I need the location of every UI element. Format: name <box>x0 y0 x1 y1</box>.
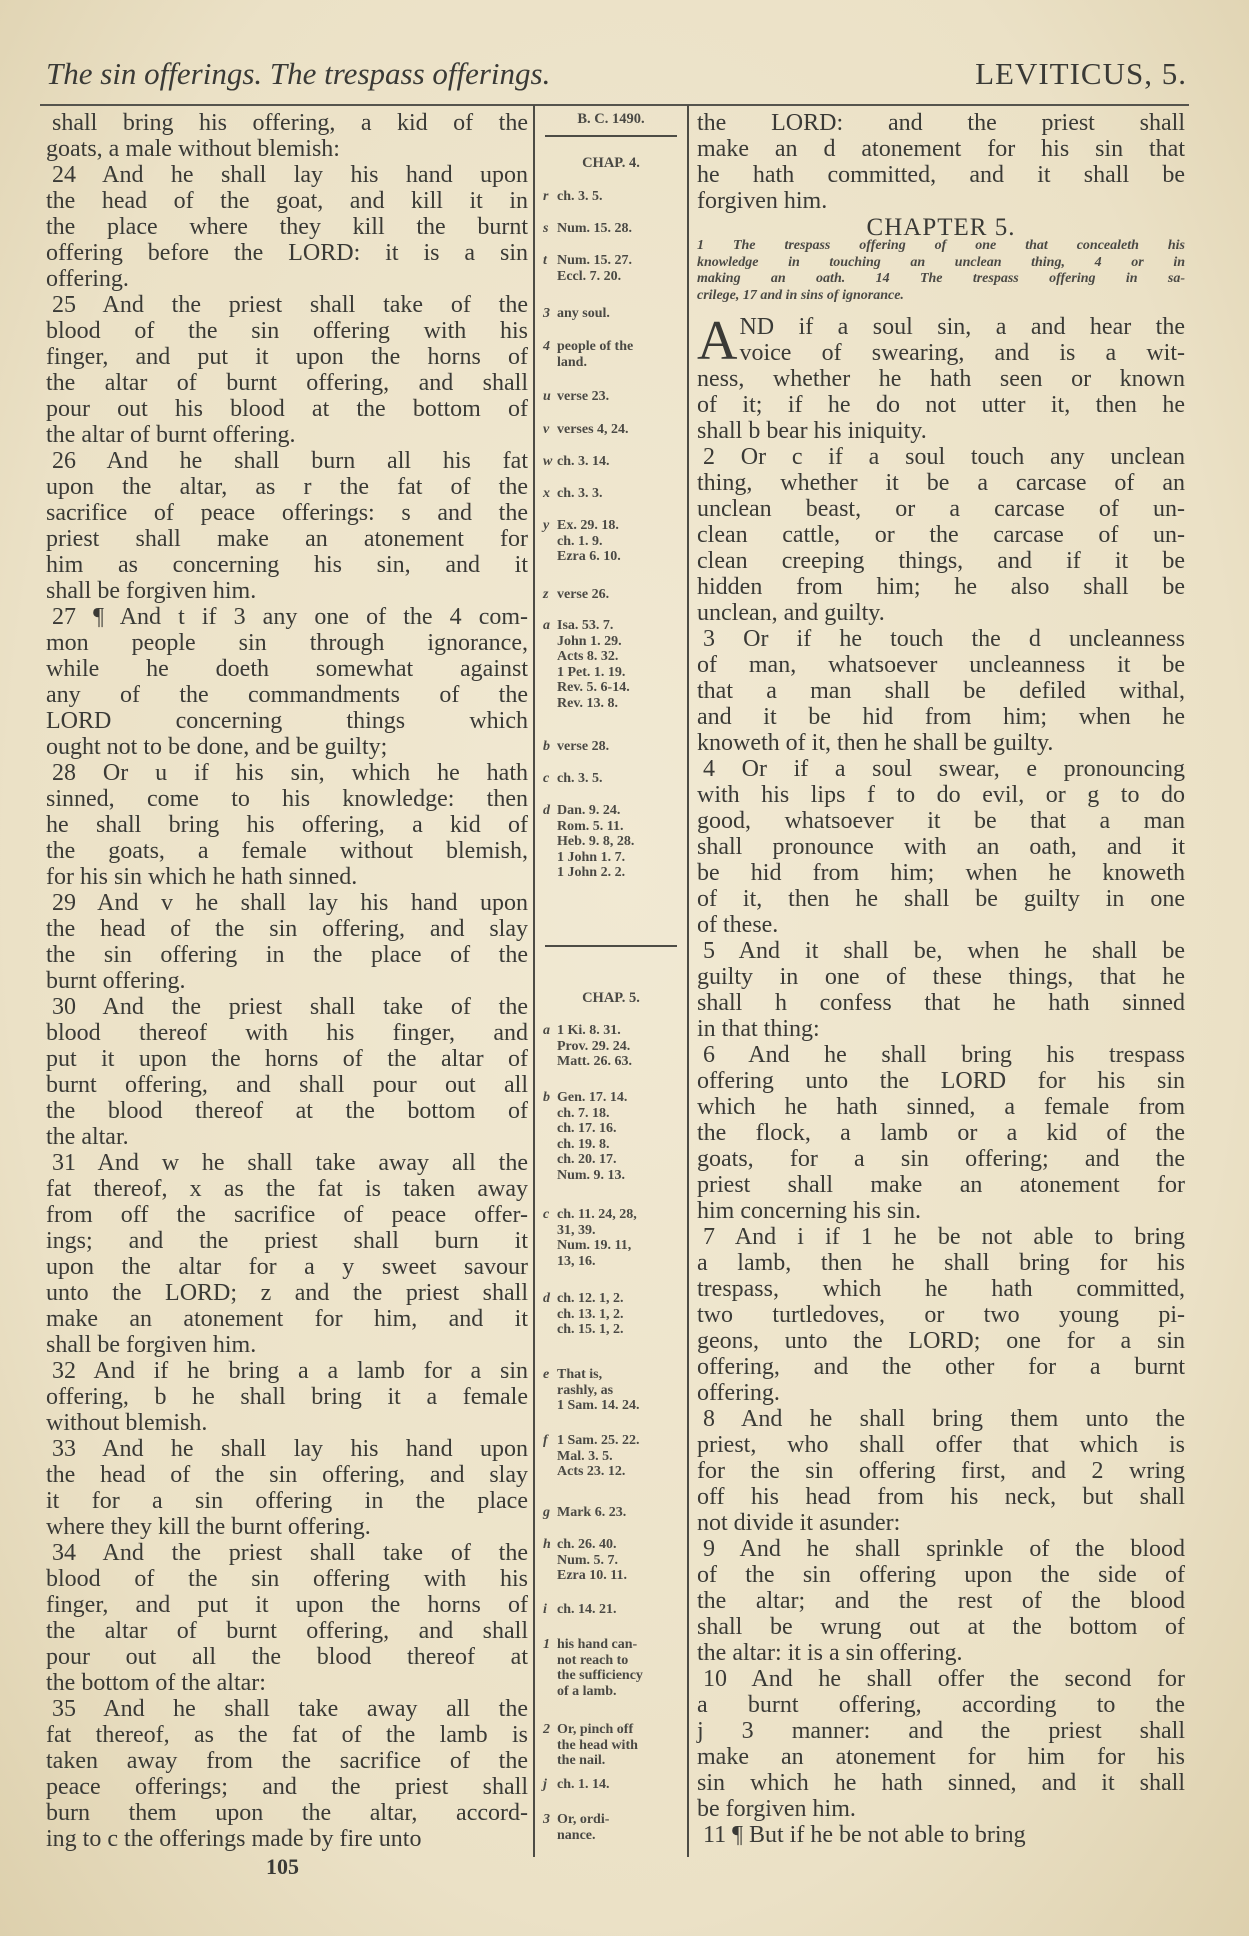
reference-mark: x <box>543 486 550 501</box>
verse-paragraph <box>697 110 1185 214</box>
reference-line: Num. 5. 7. <box>557 1552 619 1568</box>
text-line: good, whatsoever it be that a man <box>697 808 1185 834</box>
drop-cap-letter: A <box>697 310 738 372</box>
text-line: goats, for a sin offering; and the <box>697 1146 1185 1172</box>
reference-line: Rev. 5. 6-14. <box>557 680 630 695</box>
margin-reference <box>543 1637 687 1699</box>
verse-paragraph <box>697 1224 1185 1406</box>
reference-line: 1 John 1. 7. <box>557 849 626 865</box>
text-line: make an atonement for him for his <box>697 1744 1185 1770</box>
reference-line: 1 Sam. 14. 24. <box>557 1398 640 1413</box>
reference-mark: 3 <box>543 1812 550 1827</box>
center-reference-column <box>533 105 689 1857</box>
reference-line: Ezra 6. 10. <box>557 549 621 564</box>
verse-paragraph <box>46 1696 528 1852</box>
verse-paragraph <box>697 626 1185 756</box>
reference-line: 1 Sam. 25. 22. <box>557 1433 640 1448</box>
text-line: a burnt offering, according to the <box>697 1692 1185 1718</box>
reference-mark: y <box>543 518 550 533</box>
text-line: 10 And he shall offer the second for <box>703 1666 1185 1692</box>
verse-paragraph <box>697 1042 1185 1224</box>
text-line: unclean, and guilty. <box>697 600 885 626</box>
text-line: 6 And he shall bring his trespass <box>703 1042 1185 1068</box>
running-header <box>46 56 1187 102</box>
reference-line: people of the <box>557 339 634 354</box>
text-line: 26 And he shall burn all his fat <box>52 448 528 474</box>
text-line: shall pronounce with an oath, and it <box>697 834 1185 860</box>
summary-line: knowledge in touching an unclean thing, 4 or in <box>697 254 1185 270</box>
reference-mark: v <box>543 422 550 437</box>
reference-line: ch. 15. 1, 2. <box>557 1322 624 1337</box>
text-line: ness, whether he hath seen or known <box>697 366 1185 392</box>
text-line: the head of the sin offering, and slay <box>46 1462 528 1488</box>
verse-paragraph <box>697 756 1185 938</box>
text-line: make an d atonement for his sin that <box>697 136 1185 162</box>
reference-mark: 3 <box>543 306 550 321</box>
text-line: off his head from his neck, but shall <box>697 1484 1185 1510</box>
reference-mark: a <box>543 1023 550 1038</box>
reference-line: ch. 1. 14. <box>557 1777 610 1792</box>
text-line: the place where they kill the burnt <box>46 214 528 240</box>
text-line: of it, then he shall be guilty in one <box>697 886 1185 912</box>
reference-mark: e <box>543 1367 550 1382</box>
text-line: LORD concerning things which <box>46 708 528 734</box>
margin-reference <box>543 1090 687 1183</box>
verse-paragraph <box>697 938 1185 1042</box>
reference-line: ch. 7. 18. <box>557 1105 610 1121</box>
text-line: ings; and the priest shall burn it <box>46 1228 528 1254</box>
reference-line: ch. 17. 16. <box>557 1121 617 1136</box>
text-line: which he hath sinned, a female from <box>697 1094 1185 1120</box>
text-line: trespass, which he hath committed, <box>697 1276 1185 1302</box>
text-line: sin which he hath sinned, and it shall <box>697 1770 1185 1796</box>
margin-reference <box>543 253 687 284</box>
reference-mark: r <box>543 189 549 204</box>
page-number: 105 <box>266 1854 299 1879</box>
text-line: the flock, a lamb or a kid of the <box>697 1120 1185 1146</box>
text-line: finger, and put it upon the horns of <box>46 1592 528 1618</box>
text-line: fat thereof, as the fat of the lamb is <box>46 1722 528 1748</box>
reference-mark: j <box>543 1777 547 1792</box>
margin-reference <box>543 1777 687 1793</box>
margin-reference <box>543 1505 687 1521</box>
text-line: ing to c the offerings made by fire unto <box>46 1826 422 1852</box>
summary-line: making an oath. 14 The trespass offering in sa- <box>697 271 1185 286</box>
text-line: offering, b he shall bring it a female <box>46 1384 528 1410</box>
margin-reference <box>543 771 687 787</box>
text-line: 5 And it shall be, when he shall be <box>703 938 1185 964</box>
reference-line: Matt. 26. 63. <box>557 1054 633 1069</box>
text-line: the head of the sin offering, and slay <box>46 916 528 942</box>
text-line: two turtledoves, or two young pi- <box>697 1302 1185 1328</box>
reference-line: ch. 11. 24, 28, <box>557 1207 637 1222</box>
text-line: blood of the sin offering with his <box>46 1566 528 1592</box>
text-line: the altar of burnt offering. <box>46 422 296 448</box>
text-line: guilty in one of these things, that he <box>697 964 1185 990</box>
reference-line: Prov. 29. 24. <box>557 1038 631 1054</box>
reference-line: ch. 3. 14. <box>557 454 610 469</box>
margin-reference <box>543 1812 687 1843</box>
text-line: clean cattle, or the carcase of un- <box>697 522 1185 548</box>
reference-line: Dan. 9. 24. <box>557 803 621 818</box>
reference-line: Heb. 9. 8, 28. <box>557 834 635 849</box>
text-line: 3 Or if he touch the d uncleanness <box>703 626 1185 652</box>
margin-reference <box>543 1722 687 1769</box>
text-line: of it; if he do not utter it, then he <box>697 392 1185 418</box>
reference-line: 13, 16. <box>557 1253 596 1269</box>
reference-line: ch. 12. 1, 2. <box>557 1291 624 1306</box>
text-line: thing, whether it be a carcase of an <box>697 470 1185 496</box>
verse-paragraph <box>697 1536 1185 1666</box>
text-line: clean creeping things, and if it be <box>697 548 1185 574</box>
reference-line: Num. 15. 28. <box>557 221 633 236</box>
text-line: from off the sacrifice of peace offer- <box>46 1202 528 1228</box>
text-line: forgiven him. <box>697 188 828 214</box>
text-line: in that thing: <box>697 1016 820 1042</box>
reference-mark: c <box>543 771 550 786</box>
text-line: 11 ¶ But if he be not able to bring <box>703 1822 1026 1848</box>
text-line: unclean beast, or a carcase of un- <box>697 496 1185 522</box>
reference-line: nance. <box>557 1827 596 1843</box>
text-line: offering, and the other for a burnt <box>697 1354 1185 1380</box>
margin-reference <box>543 486 687 502</box>
verse-paragraph <box>697 444 1185 626</box>
text-line: the sin offering in the place of the <box>46 942 528 968</box>
reference-line: the nail. <box>557 1753 606 1768</box>
margin-reference <box>543 1367 687 1414</box>
reference-mark: i <box>543 1602 547 1617</box>
text-line: knoweth of it, then he shall be guilty. <box>697 730 1054 756</box>
text-line: goats, a male without blemish: <box>46 136 340 162</box>
margin-reference <box>543 739 687 755</box>
reference-line: Or, ordi- <box>557 1812 610 1827</box>
text-line: that a man shall be defiled withal, <box>697 678 1185 704</box>
reference-line: of a lamb. <box>557 1683 617 1699</box>
reference-line: Num. 15. 27. <box>557 253 633 268</box>
reference-line: ch. 20. 17. <box>557 1152 617 1167</box>
text-line: 7 And i if 1 he be not able to bring <box>703 1224 1185 1250</box>
margin-rule <box>545 135 677 137</box>
text-line: be forgiven him. <box>697 1796 856 1822</box>
margin-reference <box>543 1602 687 1618</box>
reference-line: ch. 3. 5. <box>557 771 603 786</box>
reference-line: his hand can- <box>557 1637 638 1652</box>
reference-mark: 2 <box>543 1722 550 1737</box>
text-line: shall be forgiven him. <box>46 1332 257 1358</box>
reference-line: not reach to <box>557 1652 629 1668</box>
reference-line: Eccl. 7. 20. <box>557 268 622 284</box>
reference-line: ch. 26. 40. <box>557 1537 617 1552</box>
text-line: offering. <box>46 266 129 292</box>
margin-reference <box>543 339 687 370</box>
text-line: j 3 manner: and the priest shall <box>697 1718 1185 1744</box>
reference-mark: b <box>543 1090 550 1105</box>
text-line: where they kill the burnt offering. <box>46 1514 371 1540</box>
text-line: geons, unto the LORD; one for a sin <box>697 1328 1185 1354</box>
verse-paragraph <box>46 448 528 604</box>
verse-paragraph <box>697 1666 1185 1822</box>
reference-line: ch. 3. 3. <box>557 486 603 501</box>
text-line: and it be hid from him; when he <box>697 704 1185 730</box>
reference-line: land. <box>557 354 587 370</box>
margin-reference <box>543 1207 687 1269</box>
reference-line: 31, 39. <box>557 1222 596 1238</box>
margin-reference <box>543 221 687 237</box>
margin-reference <box>543 1537 687 1584</box>
text-line: shall be wrung out at the bottom of <box>697 1614 1185 1640</box>
text-line: without blemish. <box>46 1410 208 1436</box>
text-line: 9 And he shall sprinkle of the blood <box>703 1536 1185 1562</box>
reference-mark: g <box>543 1505 550 1520</box>
text-line: the altar of burnt offering, and shall <box>46 1618 528 1644</box>
margin-reference <box>543 1291 687 1338</box>
verse-paragraph <box>46 1436 528 1540</box>
text-line: fat thereof, x as the fat is taken away <box>46 1176 528 1202</box>
text-line: with his lips f to do evil, or g to do <box>697 782 1185 808</box>
text-line: him concerning his sin. <box>697 1198 921 1224</box>
verse-paragraph <box>46 162 528 292</box>
text-line: taken away from the sacrifice of the <box>46 1748 528 1774</box>
reference-line: Rev. 13. 8. <box>557 695 619 711</box>
reference-line: Or, pinch off <box>557 1722 634 1737</box>
text-line: the altar. <box>46 1124 129 1150</box>
reference-mark: h <box>543 1537 551 1552</box>
text-line: of these. <box>697 912 779 938</box>
reference-line: ch. 1. 9. <box>557 533 603 549</box>
text-line: make an atonement for him, and it <box>46 1306 528 1332</box>
text-line: priest shall make an atonement for <box>46 526 528 552</box>
chapter-5-heading: CHAP. 5. <box>582 990 640 1006</box>
text-line: peace offerings; and the priest shall <box>46 1774 528 1800</box>
text-line: offering. <box>697 1380 780 1406</box>
text-line: not divide it asunder: <box>697 1510 901 1536</box>
text-line: the bottom of the altar: <box>46 1670 266 1696</box>
text-line: 27 ¶ And t if 3 any one of the 4 com- <box>52 604 528 630</box>
text-line: 29 And v he shall lay his hand upon <box>52 890 528 916</box>
verse-paragraph <box>46 994 528 1150</box>
text-line: of the sin offering upon the side of <box>697 1562 1185 1588</box>
right-text-column <box>697 310 1185 1848</box>
reference-line: ch. 13. 1, 2. <box>557 1306 624 1322</box>
text-line: hidden from him; he also shall be <box>697 574 1185 600</box>
reference-line: verses 4, 24. <box>557 422 629 437</box>
verse-paragraph <box>46 1540 528 1696</box>
text-line: upon the altar, as r the fat of the <box>46 474 528 500</box>
reference-line: 1 Ki. 8. 31. <box>557 1023 621 1038</box>
text-line: priest shall make an atonement for <box>697 1172 1185 1198</box>
text-line: he hath committed, and it shall be <box>697 162 1185 188</box>
text-line: 33 And he shall lay his hand upon <box>52 1436 528 1462</box>
reference-line: Isa. 53. 7. <box>557 618 614 633</box>
text-line: 30 And the priest shall take of the <box>52 994 528 1020</box>
text-line: it for a sin offering in the place <box>46 1488 528 1514</box>
margin-reference <box>543 1023 687 1070</box>
text-line: burnt offering, and shall pour out all <box>46 1072 528 1098</box>
reference-line: Rom. 5. 11. <box>557 818 624 834</box>
book-chapter-heading: LEVITICUS, 5. <box>975 56 1187 91</box>
summary-line: crilege, 17 and in sins of ignorance. <box>697 287 904 303</box>
reference-mark: w <box>543 454 553 469</box>
text-line: for his sin which he hath sinned. <box>46 864 358 890</box>
text-line: pour out his blood at the bottom of <box>46 396 528 422</box>
margin-reference <box>543 587 687 603</box>
verse-paragraph <box>46 1358 528 1436</box>
reference-line: verse 23. <box>557 389 610 404</box>
text-line: the altar of burnt offering, and shall <box>46 370 528 396</box>
text-line: priest, who shall offer that which is <box>697 1432 1185 1458</box>
text-line: a lamb, then he shall bring for his <box>697 1250 1185 1276</box>
text-line: him as concerning his sin, and it <box>46 552 528 578</box>
margin-reference <box>543 422 687 438</box>
reference-line: ch. 14. 21. <box>557 1602 617 1617</box>
text-line: blood of the sin offering with his <box>46 318 528 344</box>
margin-rule <box>545 945 677 947</box>
text-line: 34 And the priest shall take of the <box>52 1540 528 1566</box>
text-line: be hid from him; when he knoweth <box>697 860 1185 886</box>
reference-mark: t <box>543 253 547 268</box>
text-line: for the sin offering first, and 2 wring <box>697 1458 1185 1484</box>
reference-line: Acts 8. 32. <box>557 649 619 664</box>
verse-paragraph <box>46 1150 528 1358</box>
reference-mark: s <box>543 221 549 236</box>
reference-mark: a <box>543 618 550 633</box>
text-line: put it upon the horns of the altar of <box>46 1046 528 1072</box>
text-line: ND if a soul sin, a and hear the <box>739 314 1185 340</box>
text-line: 28 Or u if his sin, which he hath <box>52 760 528 786</box>
verse-paragraph <box>697 1822 1185 1848</box>
reference-line: verse 26. <box>557 587 610 602</box>
text-line: pour out all the blood thereof at <box>46 1644 528 1670</box>
reference-line: John 1. 29. <box>557 633 622 649</box>
text-line: sinned, come to his knowledge: then <box>46 786 528 812</box>
reference-line: verse 28. <box>557 739 610 754</box>
reference-mark: 1 <box>543 1637 550 1652</box>
margin-reference <box>543 618 687 711</box>
left-text-column <box>46 110 528 1852</box>
margin-reference <box>543 518 687 565</box>
text-line: 25 And the priest shall take of the <box>52 292 528 318</box>
text-line: 8 And he shall bring them unto the <box>703 1406 1185 1432</box>
reference-line: Ezra 10. 11. <box>557 1568 627 1583</box>
text-line: the altar: it is a sin offering. <box>697 1640 963 1666</box>
text-line: 32 And if he bring a a lamb for a sin <box>52 1358 528 1384</box>
margin-reference <box>543 1433 687 1480</box>
verse-paragraph <box>46 292 528 448</box>
text-line: upon the altar for a y sweet savour <box>46 1254 528 1280</box>
chapter-4-heading: CHAP. 4. <box>582 155 640 171</box>
verse-paragraph <box>46 110 528 162</box>
summary-line: 1 The trespass offering of one that concealeth his <box>697 238 1185 253</box>
reference-line: Ex. 29. 18. <box>557 518 619 533</box>
reference-line: 1 Pet. 1. 19. <box>557 664 626 680</box>
reference-line: Mal. 3. 5. <box>557 1448 613 1464</box>
reference-line: Acts 23. 12. <box>557 1464 626 1479</box>
text-line: shall bring his offering, a kid of the <box>52 110 528 136</box>
right-text-top <box>697 110 1185 214</box>
date-note: B. C. 1490. <box>577 111 645 127</box>
verse-paragraph <box>46 604 528 760</box>
text-line: ought not to be done, and be guilty; <box>46 734 388 760</box>
text-line: shall b bear his iniquity. <box>697 418 927 444</box>
reference-mark: 4 <box>543 339 550 354</box>
text-line: the altar; and the rest of the blood <box>697 1588 1185 1614</box>
text-line: any of the commandments of the <box>46 682 528 708</box>
reference-mark: d <box>543 803 550 818</box>
reference-line: ch. 19. 8. <box>557 1136 610 1152</box>
text-line: 31 And w he shall take away all the <box>52 1150 528 1176</box>
reference-mark: b <box>543 739 550 754</box>
text-line: finger, and put it upon the horns of <box>46 344 528 370</box>
text-line: the blood thereof at the bottom of <box>46 1098 528 1124</box>
reference-line: Gen. 17. 14. <box>557 1090 628 1105</box>
chapter-heading: CHAPTER 5. <box>866 214 1016 241</box>
text-line: burnt offering. <box>46 968 186 994</box>
margin-reference <box>543 389 687 405</box>
text-line: mon people sin through ignorance, <box>46 630 528 656</box>
reference-line: That is, <box>557 1367 603 1382</box>
text-line: offering before the LORD: it is a sin <box>46 240 528 266</box>
reference-mark: f <box>543 1433 548 1448</box>
running-head-title: The sin offerings. The trespass offerings. <box>46 56 551 91</box>
margin-reference <box>543 189 687 205</box>
margin-reference <box>543 306 687 322</box>
reference-mark: z <box>543 587 549 602</box>
reference-line: the sufficiency <box>557 1668 643 1683</box>
chapter-summary <box>697 238 1185 304</box>
reference-line: ch. 3. 5. <box>557 189 603 204</box>
verse-paragraph <box>697 310 1185 444</box>
text-line: voice of swearing, and is a wit- <box>739 340 1185 366</box>
reference-mark: u <box>543 389 551 404</box>
reference-line: Mark 6. 23. <box>557 1505 627 1520</box>
text-line: blood thereof with his finger, and <box>46 1020 528 1046</box>
text-line: offering unto the LORD for his sin <box>697 1068 1185 1094</box>
reference-line: the head with <box>557 1737 638 1753</box>
reference-mark: d <box>543 1291 550 1306</box>
text-line: shall h confess that he hath sinned <box>697 990 1185 1016</box>
text-line: the LORD: and the priest shall <box>697 110 1185 136</box>
margin-reference <box>543 454 687 470</box>
reference-line: any soul. <box>557 306 610 321</box>
text-line: sacrifice of peace offerings: s and the <box>46 500 528 526</box>
reference-line: Num. 9. 13. <box>557 1167 626 1183</box>
reference-line: 1 John 2. 2. <box>557 865 626 880</box>
verse-paragraph <box>46 890 528 994</box>
text-line: while he doeth somewhat against <box>46 656 528 682</box>
text-line: 2 Or c if a soul touch any unclean <box>703 444 1185 470</box>
verse-paragraph <box>697 1406 1185 1536</box>
text-line: unto the LORD; z and the priest shall <box>46 1280 528 1306</box>
reference-mark: c <box>543 1207 550 1222</box>
verse-paragraph <box>46 760 528 890</box>
margin-reference <box>543 803 687 881</box>
text-line: of man, whatsoever uncleanness it be <box>697 652 1185 678</box>
text-line: 35 And he shall take away all the <box>52 1696 528 1722</box>
text-line: burn them upon the altar, accord- <box>46 1800 528 1826</box>
reference-line: Num. 19. 11, <box>557 1238 632 1253</box>
text-line: 24 And he shall lay his hand upon <box>52 162 528 188</box>
text-line: shall be forgiven him. <box>46 578 257 604</box>
text-line: 4 Or if a soul swear, e pronouncing <box>703 756 1185 782</box>
text-line: he shall bring his offering, a kid of <box>46 812 528 838</box>
text-line: the head of the goat, and kill it in <box>46 188 528 214</box>
text-line: the goats, a female without blemish, <box>46 838 528 864</box>
reference-line: rashly, as <box>557 1382 614 1398</box>
